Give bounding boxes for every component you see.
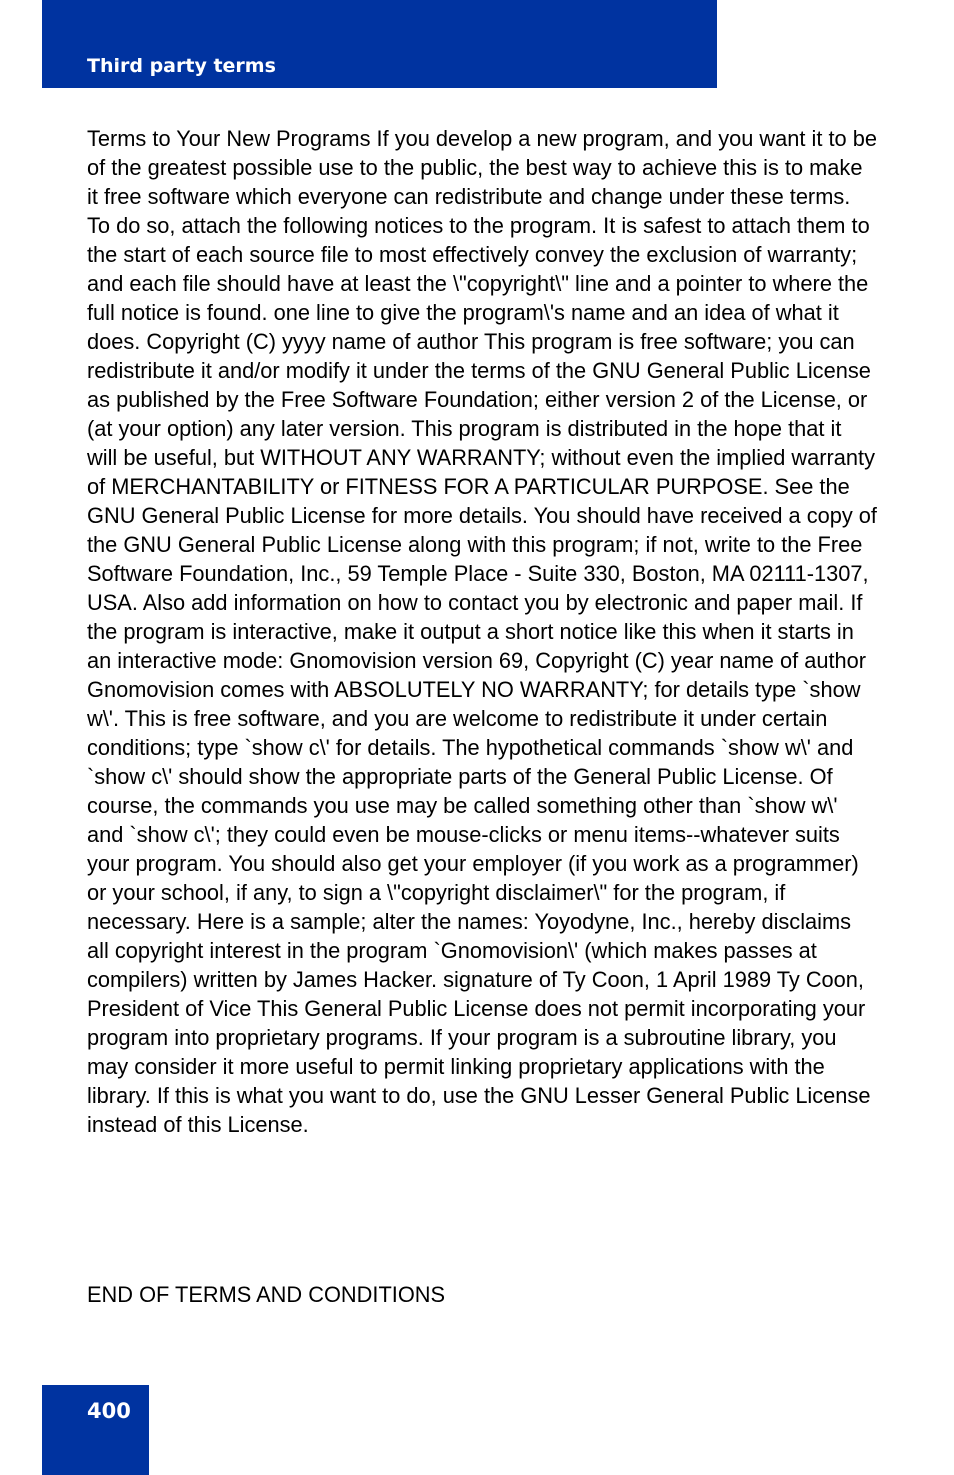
page-number: 400 <box>87 1399 131 1423</box>
end-of-terms: END OF TERMS AND CONDITIONS <box>87 1282 446 1307</box>
page-number-tab <box>42 1385 149 1475</box>
body-paragraph: Terms to Your New Programs If you develop a new program, and you want it to be of the greatest possible use to the public, the best way to achieve this is to make it free software which everyone can redistribute and change under these terms. To do so, attach the following notices to the program. It is safest to attach them to the start of each source file to most effectively convey the exclusion of warranty; and each file should have at least the \"copyright\" line and a pointer to where the full notice is found. one line to give the program\'s name and an idea of what it does. Copyright (C) yyyy name of author This program is free software; you can redistribute it and/or modify it under the terms of the GNU General Public License as published by the Free Software Foundation; either version 2 of the License, or (at your option) any later version. This program is distributed in the hope that it will be useful, but WITHOUT ANY WARRANTY; without even the implied warranty of MERCHANTABILITY or FITNESS FOR A PARTICULAR PURPOSE. See the GNU General Public License for more details. You should have received a copy of the GNU General Public License along with this program; if not, write to the Free Software Foundation, Inc., 59 Temple Place - Suite 330, Boston, MA 02111-1307, USA. Also add information on how to contact you by electronic and paper mail. If the program is interactive, make it output a short notice like this when it starts in an interactive mode: Gnomovision version 69, Copyright (C) year name of author Gnomovision comes with ABSOLUTELY NO WARRANTY; for details type `show w\'. This is free software, and you are welcome to redistribute it under certain conditions; type `show c\' for details. The hypothetical commands `show w\' and `show c\' should show the appropriate parts of the General Public License. Of course, the commands you use may be called something other than `show w\' and `show c\'; they could even be mouse-clicks or menu items--whatever suits your program. You should also get your employer (if you work as a programmer) or your school, if any, to sign a \"copyright disclaimer\" for the program, if necessary. Here is a sample; alter the names: Yoyodyne, Inc., hereby disclaims all copyright interest in the program `Gnomovision\' (which makes passes at compilers) written by James Hacker. signature of Ty Coon, 1 April 1989 Ty Coon, President of Vice This General Public License does not permit incorporating your program into proprietary programs. If your program is a subroutine library, you may consider it more useful to permit linking proprietary applications with the library. If this is what you want to do, use the GNU Lesser General Public License instead of this License. <box>87 126 877 1137</box>
header-bar <box>42 0 717 88</box>
section-title: Third party terms <box>87 55 276 77</box>
